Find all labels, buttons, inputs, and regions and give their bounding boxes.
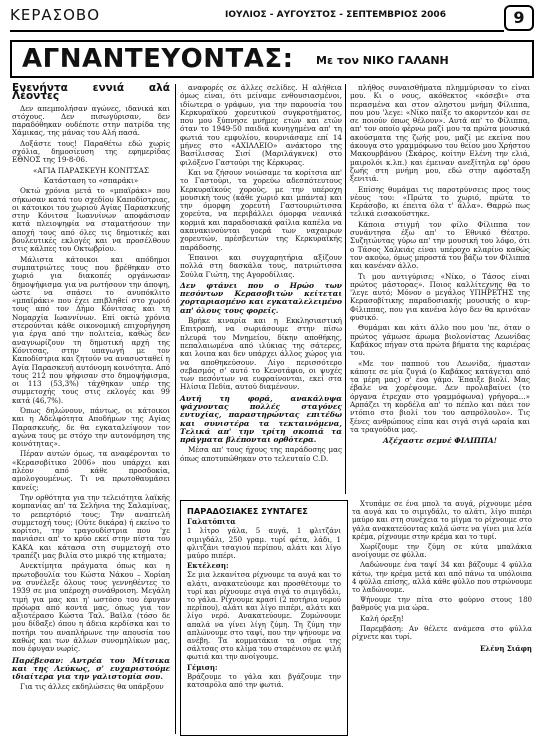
- paragraph: Και να ζήσουν νοιώσαμε τα κορίτσια απ' το Γαστούρι, τα χορεύω αδεσπότευτους Κερκυραϊκούς χορούς, με την υπέροχη μουσική τους (κάθε χωριό και μπάντα) και την όμορφη χορευτή Γαστουριώτισσα χορεύτα, να περιβάλλει όμορφα νεανικά κορμιά και παραδοσιακά φαίλια καπέλα να ακανακινούνται γοερά των ναχαιρων χορευτών, πρέσβευτών της Κερκυραϊκής παράδοσης.: [180, 167, 342, 252]
- dish-name: Γαλατόπιτα: [187, 517, 236, 527]
- paragraph: Μάλιστα κάτοικοι και απόδημοι συμπατριώτες τους που βρέθηκαν στο χωριό για διακοπές οργάνωσαν δημοψήφισμα για να ρωτήσουν την άποψη, ώστε να σπάσει το ανυπόκλιτο «μπαϊράκι» που έχει επιβληθεί στο χωριό τους από τον Δήμο Κόνιτσας και τη Νομαρχία Ιωαννίνων. Επί οκτώ χρόνια στερούνται κάθε οικονομική επιχορήγηση για έργα από την πολιτεία, καθώς δεν αναγνωρίζουν τη δημοτική αρχή της Κόνιτσας, στην υπαγωγή με τον Καποδίστρια και ζητούν να ανασυσταθεί η Αγία Παρασκευή αυτόνομη κοινότητα. Από τους 212 που ψήφισαν στο δημοψήφισμα, οι 113 (53,3%) τάχθηκαν υπέρ της συμμετοχής τους στις εκλογές και 99 κατά (46,7%).: [12, 254, 170, 405]
- paragraph: Δοξάστε τους! Παραθέτω εδώ χωρίς σχόλια, δημοσίευση της εφημερίδας ΕΘΝΟΣ της 19-8-06.: [12, 138, 170, 165]
- column-3: [350, 84, 530, 447]
- paragraph: Τι μου αντιγύρισε; «Νίκο, ο Τάσος είναι πρώτος μάστορας». Ποιος καλλίτεχνης θα το 'λεγε αυτό; Μόνον ο μεγάλος ΥΠΗΡΕΤΗΣ της Κερασοβίτικης παραδοσιακής μουσικής ο κυρ-Φίλιππας, που για κανένα λόγο δεν θα κρινόταν φυσικό.: [350, 271, 530, 323]
- recipe-content: [187, 507, 341, 691]
- page-header: [10, 6, 534, 32]
- quote-heading: «ΑΓΙΑ ΠΑΡΑΣΚΕΥΗ ΚΟΝΙΤΣΑΣ: [33, 165, 149, 175]
- paragraph: Ψήνουμε την πίτα στο φούρνο στους 180 βαθμούς για μια ώρα.: [352, 596, 532, 613]
- highlight-paragraph: Παρέβεσαν: Αντρέα του Μίτσικα και της Λεύκως, σ' ευχαριστούμε ιδιαίτερα για την γαλιστομία σου.: [12, 655, 170, 682]
- paragraph: Μέσα απ' τους ήχους της παράδοσης μας όπως αποτυπώθηκαν στο τελευταίο C.D.: [180, 445, 342, 463]
- highlight-paragraph: Αυτή τη φορά, ανακάλυψα ψάχνοντας πολλές σταγόνες ευτυχίας, παραστηρώντας επιτέδω και συνιστέρα τα τεκταινόμενα, Τελικά απ' την τρίτη σκοπιά τα πράγματα βλέπονται ορθότερα.: [180, 393, 342, 445]
- column-byline: Με τον ΝΙΚΟ ΓΑΛΑΝΗ: [316, 54, 449, 67]
- paragraph: Θυμάμαι και κάτι άλλο που μου 'πε, όταν ο πρώτος γάμωσε άρωμα βιολονίστας Λεωνίδας Καβάκος πήγαν στα πρώτα βήματα της καριέρας του.: [350, 323, 530, 358]
- column-divider: [345, 84, 346, 494]
- paragraph: Για τις άλλες εκδηλώσεις θα υπάρξουν: [20, 682, 164, 692]
- column-banner: [10, 40, 534, 78]
- paragraph: Βρήκε κιναρία και η Εκκλησιαστική Επιτροπή, να σωριάσουμε στην πίσω πλευρά του Μνημείου, δίκην αποθήκης, πεπαλαιωμένα από ιλύκιας της σάτερες, και λοιπα και δεν υπάρχει άλλος χώρος για να αποθηκεύσουν. Λίγο περισσότερο σεβασμός σ' αυτό το Κενοτάφιο, οι ψυχές των πεσόντων να ευφραίνονται, εκεί στα Ηλίσια Πεδία, αυτού διαμένουν.: [180, 316, 342, 392]
- paragraph: Ανεκτίμητα πράγματα όπως και η πρωτοβουλία του Κώστα Νάκου – Χορίαη να συνέλεξε όλους τους γεννηθέντες το 1939 σε μια υπέροχη συνάθροιση. Μεγάλη τιμή για μας και η' ωστόσο του έφυγαν πρόωρα από κοντά μας, όπως για τον αξιοτέρασο Κώστα Ταλ. Βαϊλα (τόσο δε μου δίδαξε) όπου η άδεια κερδίσκα και το ποτήρι του αναπλήρωνε την απουσία του καθώς και των άλλων συνομηλίκων μας, που έφυγαν νωρίς.: [12, 561, 170, 654]
- paragraph: αναφορές σε άλλες σελίδες. Η αλήθεια όμως είναι, ότι μείναμε ενθουσιασμένοι, ιδίωτερα ο γράφων, για την παρουσία του Κερκυραϊκού χορευτικού συγκροτήματος, που μου ξύπνησε μνήμες ετών και ετών όταν το 1949-50 παιδιά κυνηγημένα απ' τη φωτιά του εμφυλίου, κουρνιάσαμε επί 14 μήνες στο «ΑΧΙΛΛΕΙΟ» ανάκτορο της Βασίλισσας Σισί (Μαριλάγκνεκ) στο φιλόξενο Γαστούρι της Κέρκυρας.: [180, 83, 342, 167]
- page-number: 9: [504, 5, 534, 31]
- paragraph: Παρεμβάση: Αν θέλετε ανάμεσα στο φύλλα ρίχνετε και τυρί.: [352, 624, 532, 642]
- column-2: [180, 84, 342, 465]
- filling-label: Γέμιση:: [187, 662, 218, 672]
- paragraph: Χτυπάμε σε ένα μπολ τα αυγά, ρίχνουμε μέσα τα αυγά και το σιμιγδάλι, το αλάτι, λίγο πιπέρι μαύρο και στη συνέχεια το μίγμα το ρίχνουμε στο γάλα ανακατεύοντας καλά ώστε να γίνει μια λεία κρέμα, ρίχνουμε στην κρέμα και το τυρί.: [352, 500, 532, 541]
- signature: Ελένη Σιάφη: [479, 644, 532, 654]
- column-divider: [175, 84, 176, 734]
- paragraph: Κάποια στιγμή τον φίλο Φίλιππα τον συνάντησα έξω απ' το Εθνικό Θέατρο. Συζητώντας γύρω απ' την μουσική του λόφο, ότι ο Τάσος Χαλκιάς είναι υπέροχο κλαρίνο καθώς τον ακούω, όμως μπροστά του βάζω τον Φίλιππα και κανέναν άλλο.: [350, 219, 530, 271]
- closing-line: Αξέχαστε σεμνέ ΦΙΛΙΠΠΑ!: [383, 436, 497, 446]
- ingredients: 1 λίτρο γάλα, 5 αυγά, 1 φλιτζάνι σιμιγδάλι, 250 γραμ. τυρί φέτα, λάδι, 1 φλιτζάνι τσαγιού περίπου, αλάτι και λίγο μαύρο πιπέρι.: [187, 527, 341, 561]
- column-title: ΑΓΝΑΝΤΕΥΟΝΤΑΣ:: [22, 44, 294, 74]
- paragraph: «Με τον παππού του Λεωνίδα, ήμασταν κάποτε σε μία ζυγιά (ο Καβάκος κατάγεται από τα μέρη μας) σ' ένα γάμο. Έπαιξε βιολί. Μας έβαλε να χορέψουμε. Δεν προλαβαίνει (το όργανα έτρεχαν στο γραμμόφωνα) γρήγορα...» Αρπάζει τη κορδέλα απ' το πέπλο και πάει τον ντόπιο στο βιολί του του ασπρόλουλο». Τις ξένες ανθρώπους είπα και σιγά σιγά ωραία και τα τραγούδια μας.: [350, 358, 530, 434]
- paragraph: Επίσης θυμάμαι τις παροτρύνσεις προς τους νέους του: «Πρώτα το χωριό, πρώτα το Κεράσοβο, κι έπειτα όλα τ' άλλα». Θαρρώ πως τελικά εισακούστηκε.: [350, 184, 530, 219]
- recipe-section: [180, 500, 532, 740]
- paragraph: Χωρίζουμε την ζύμη σε κύτα μπαλάκια ανοίγουμε σε φύλλα.: [352, 543, 532, 560]
- header-rule: [10, 30, 504, 32]
- quote-subheading: Κατάσταση το «σπαράκι»: [43, 175, 139, 185]
- paragraph: Την ορθότητα για την τελειότητα λαϊκής κομπανίας απ' τα Σελήνια της Σαλαμίνας, το ρεπερτόριό τους; Την αναπτελή συμμετοχή τους; (Ούτε δικάρα) ή εκείνο το κορίτσι, την τραγουδίστρια που 'χε πανιάσει απ' το κρύο εκεί στην πίστα του ΚΑΚΑ και κάτασα στη συμμετοχή στο τραπέζι μας βιλία στο μικρό της κτήματα;: [12, 492, 170, 561]
- recipe-title: ΠΑΡΑΔΟΣΙΑΚΕΣ ΣΥΝΤΑΓΕΣ: [187, 506, 308, 516]
- paragraph: πλήθος συναισθήματα πλημμύρισαν το είναι μου. Κι ο νους, ακόθεκτος «κόσεβι» στα περασμένα και στον αληστου μνήμη Φίλιππα, που μου 'λεγε: «Νίκο παίξε το ακορντεόν και σε σε ποιούν όπως θέλουν». Αυτά απ' το Φίλιππα, απ' τον οποίο φέρνω μαζί μου τα πρώτα μουσικά ακούσματα της ζωής μου, μαζί με εκείνα που άκουγα στο γραμμόφωνο του θείου μου Χρήστου Μακουρβάνου (Σκάρος, κοίτην Ελένη την ελιά, μαιρολόι κ.λπ.) και έμειναν ανεξίτηλα εφ' όρου ζωής στη μνήμη μου, εδώ στην αφόσταξη ξενιτιά.: [350, 83, 530, 184]
- paragraph: Καλή όρεξη!: [360, 614, 404, 623]
- method: Σε μια λεκανίτσα ρίχνουμε τα αυγά και το αλάτι, ανακατεύουμε και προσθέτουμε το τυρί και ρίχνουμε σιγά σιγά το σιμιγδάλι, το γάλα. Ρίχνουμε κρασί (2 ποτήρια νερού περίπου), αλάτι και λίγο πιπέρι, αλάτι και λίγο νερό. Ανακατεύουμε. Ζυμώνουμε απαλά να γίνει λίγη ζύμη. Τη ζύμη την απλώνουμε στο ταψί, που την ψήνουμε να ανέβη. Τα κομματάκια τα σήμα της σάλτσας στο κλίμα του σταρένιου σε ψιλή φωτιά και την ανοίγουμε.: [187, 571, 341, 662]
- article-title: Ενενήντα εννιά αλά Λέοντες: [12, 82, 170, 103]
- recipe-box: [180, 500, 348, 736]
- paragraph: Έπαινοι και συγχαρητήρια αξίζουν πολλά στη δασκάλα τους, πατριώτισσα Σούλα Γιώτη, της Αγοροδίλιας.: [180, 252, 342, 279]
- method-label: Εκτέλεση:: [187, 561, 229, 571]
- paragraph: Όπως δηλώνουν, πάντως, οι κάτοικοι και η Αδελφότητα Αποδήμων της Αγίας Παρασκευής, δε θα εγκαταλείψουν τον αγώνα τους με στόχο την αυτονόμηση της κοινότητας».: [12, 405, 170, 449]
- paragraph: Οκτώ χρόνια μετά το «μπαϊράκι» που σήκωσαν κατά του σχεδίου Καποδίστριας, οι κάτοικοι του χωριού Αγίας Παρασκευής στην Κόνιτσα Ιωαννίνων αποφάσισαν κατά πλειοψηφία να σταματήσουν την αποχή τους από όλες τις δημοτικές και βουλευτικές εκλογές και να προσέλθουν στις κάλπες του Οκτωβρίου.: [12, 186, 170, 254]
- paragraph: Πέραν αυτών όμως, τα αναφέρονται το «Κερασοβίτικο 2006» που υπάρχει και πλέον από κάθε προσδοκία, αμολογουμένως. Τι να πρωτοθαυμάσει κανείς;: [12, 449, 170, 492]
- issue-date: ΙΟΥΛΙΟΣ - ΑΥΓΟΥΣΤΟΣ - ΣΕΠΤΕΜΒΡΙΟΣ 2006: [225, 10, 446, 20]
- paragraph: Δεν απεμπολήσαν αγώνες, ιδανικά και στόχους. Δεν πισωγύρισαν, δεν παραδόθηκαν ουδέποτε στην πατρίδα της Χάμικας, της μάνας του Αλή πασά.: [12, 103, 170, 138]
- paragraph: Λαδώνουμε ένα ταψί 34 και βάζουμε 4 φύλλα κάτω, την κρέμα μετά και από πάνω τα υπόλοιπα 4 φύλλα επίσης, αλλά κάθε φύλλο που στρώνουμε το λαδώνουμε.: [352, 561, 532, 595]
- masthead: ΚΕΡΑΣΟΒΟ: [10, 6, 101, 24]
- highlight-paragraph: Δεν φτάνει που ο Ηρώο των πεσόντων Κερασοβιτών κείτεται χορταριασμένο και εγκαταλελειμένο απ' όλους τους φορείς.: [180, 280, 342, 315]
- filling: Βράζουμε το γάλα και βγάζουμε την κατσαρόλα από την φωτιά.: [187, 672, 341, 690]
- recipe-continued: [352, 500, 532, 655]
- column-1: [12, 84, 170, 694]
